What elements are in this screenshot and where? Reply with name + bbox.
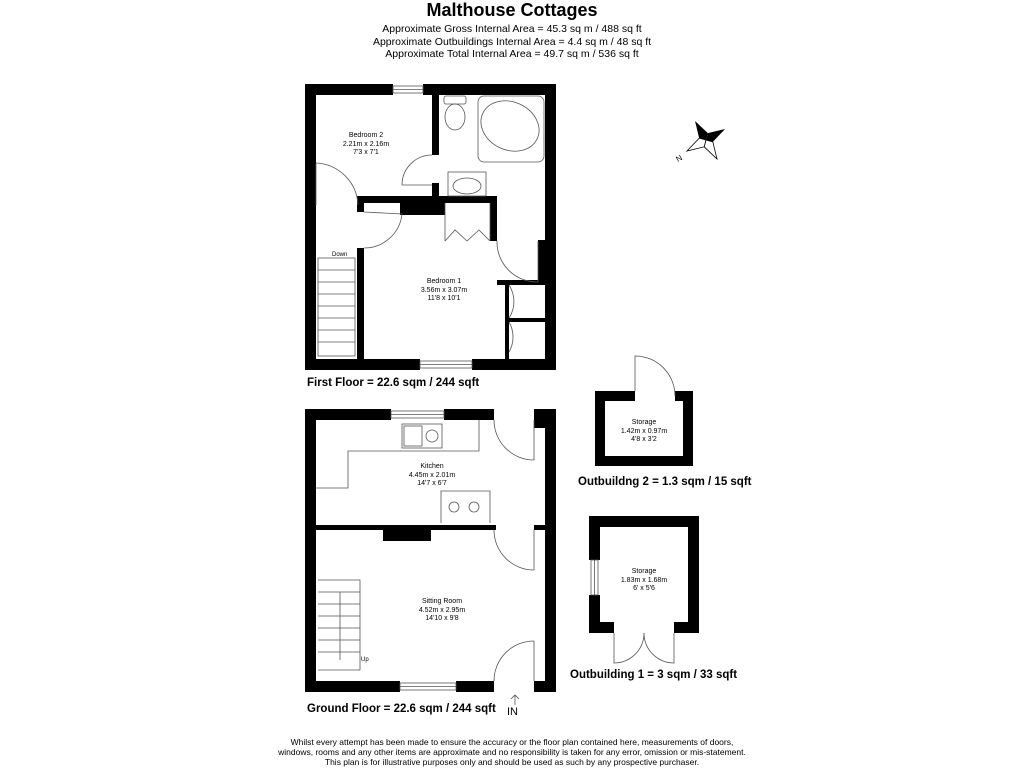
- bathroom-fixtures: [444, 92, 547, 196]
- plan-title: Malthouse Cottages: [426, 0, 598, 20]
- ground-floor-caption: Ground Floor = 22.6 sqm / 244 sqft: [307, 703, 496, 715]
- kitchen-label: Kitchen 4.45m x 2.01m 14'7 x 6'7: [408, 463, 456, 487]
- bedroom-1-label: Bedroom 1 3.56m x 3.07m 11'8 x 10'1: [420, 278, 468, 302]
- gross-area-text: Approximate Gross Internal Area = 45.3 sq m / 488 sq ft: [382, 23, 642, 35]
- outbuilding-2-caption: Outbuildng 2 = 1.3 sqm / 15 sqft: [578, 476, 752, 488]
- bedroom-2-label: Bedroom 2 2.21m x 2.16m 7'3 x 7'1: [342, 132, 390, 156]
- compass-north-label: N: [674, 153, 684, 164]
- first-floor-plan: [305, 84, 556, 370]
- entrance-arrow: [511, 695, 519, 705]
- outbuildings-area-text: Approximate Outbuildings Internal Area = 4.4 sq m / 48 sq ft: [372, 35, 652, 48]
- ground-floor-plan: [305, 409, 556, 705]
- ground-floor-walls: [305, 409, 556, 692]
- stairs-down-label: Down: [332, 252, 348, 258]
- total-area-text: Approximate Total Internal Area = 49.7 sq m / 536 sq ft: [385, 48, 639, 60]
- ground-floor-doors: [494, 420, 534, 681]
- disclaimer: Whilst every attempt has been made to ensure the accuracy or the floor plan contained here, measurements of doors, windows, rooms and any other items are approximate and no responsibility is taken for any error, omission or mis-statement. This plan is for illustrative purposes only and should be used as such by any prospective purchaser.: [278, 737, 746, 767]
- outbuilding-2-plan: [595, 356, 693, 466]
- outbuilding-1-storage-label: Storage 1.83m x 1.68m 6' x 5'6: [620, 568, 668, 592]
- compass-rose-icon: [676, 110, 736, 170]
- entrance-label: IN: [507, 706, 518, 718]
- first-floor-caption: First Floor = 22.6 sqm / 244 sqft: [307, 377, 480, 389]
- stairs-up-label: Up: [361, 657, 369, 663]
- outbuilding-2-storage-label: Storage 1.42m x 0.97m 4'8 x 3'2: [620, 419, 668, 443]
- sitting-room-label: Sitting Room 4.52m x 2.95m 14'10 x 9'8: [418, 598, 466, 622]
- ground-floor-stairs: [318, 580, 360, 670]
- outbuilding-1-caption: Outbuilding 1 = 3 sqm / 33 sqft: [570, 669, 738, 681]
- first-floor-doors: [316, 155, 538, 352]
- ground-floor-windows: [391, 411, 456, 690]
- kitchen-worktops: [316, 420, 490, 523]
- first-floor-walls: [305, 84, 556, 370]
- first-floor-stairs: [318, 258, 355, 356]
